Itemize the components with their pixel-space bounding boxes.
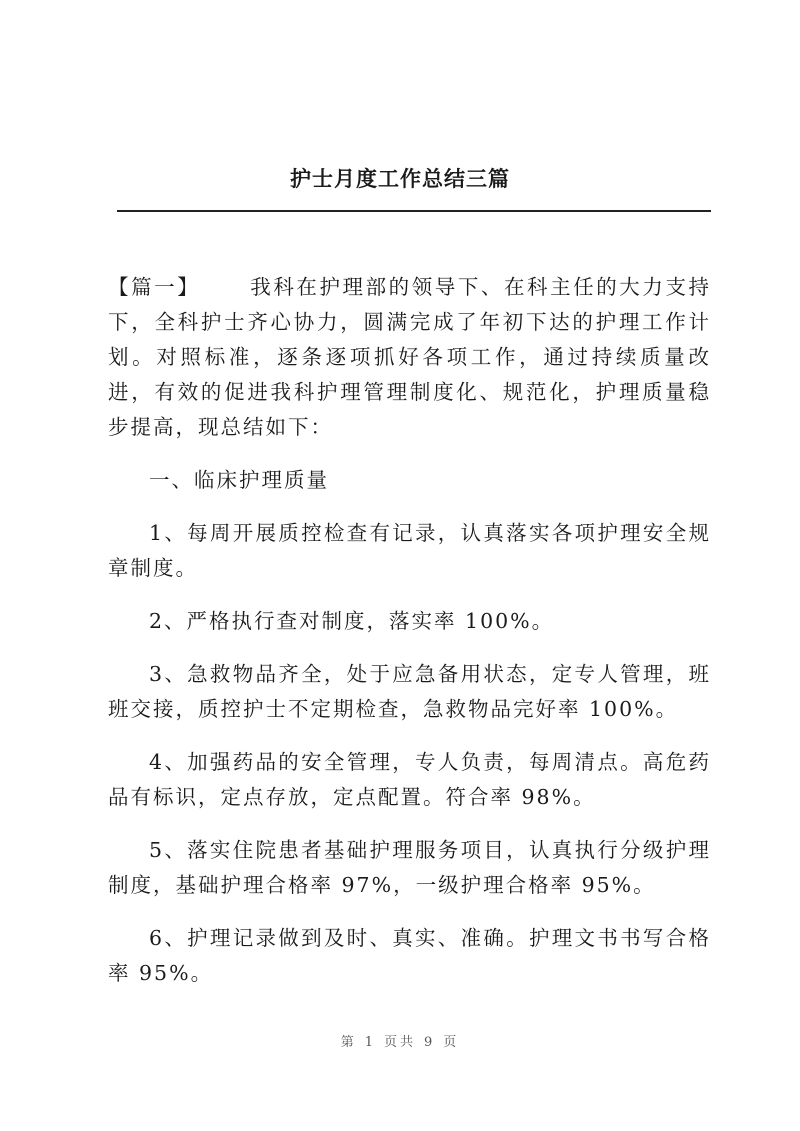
list-item: 3、急救物品齐全，处于应急备用状态，定专人管理，班班交接，质控护士不定期检查，急救物品完好率 100%。 <box>108 662 711 721</box>
footer-prefix: 第 <box>340 1035 357 1050</box>
document-body <box>108 270 711 1009</box>
page-footer <box>0 1031 800 1050</box>
section-tag: 【篇一】 <box>108 275 201 299</box>
intro-text: 我科在护理部的领导下、在科主任的大力支持下，全科护士齐心协力，圆满完成了年初下达的护理工作计划。对照标准，逐条逐项抓好各项工作，通过持续质量改进，有效的促进我科护理管理制度化、规范化，护理质量稳步提高，现总结如下： <box>108 275 712 439</box>
current-page-number: 1 <box>364 1035 376 1050</box>
document-title: 护士月度工作总结三篇 <box>290 167 510 191</box>
list-item: 6、护理记录做到及时、真实、准确。护理文书书写合格率 95%。 <box>108 926 711 985</box>
footer-mid: 页共 <box>383 1035 416 1050</box>
list-item: 2、严格执行查对制度，落实率 100%。 <box>149 609 555 633</box>
list-item: 1、每周开展质控检查有记录，认真落实各项护理安全规章制度。 <box>108 521 711 580</box>
intro-paragraph <box>108 270 711 445</box>
total-pages-number: 9 <box>424 1035 436 1050</box>
list-item: 5、落实住院患者基础护理服务项目，认真执行分级护理制度，基础护理合格率 97%，一级护理合格率 95%。 <box>108 838 711 897</box>
section-heading: 一、临床护理质量 <box>149 468 329 492</box>
list-item: 4、加强药品的安全管理，专人负责，每周清点。高危药品有标识，定点存放，定点配置。符合率 98%。 <box>108 750 711 809</box>
footer-suffix: 页 <box>443 1035 460 1050</box>
title-divider <box>117 210 711 212</box>
